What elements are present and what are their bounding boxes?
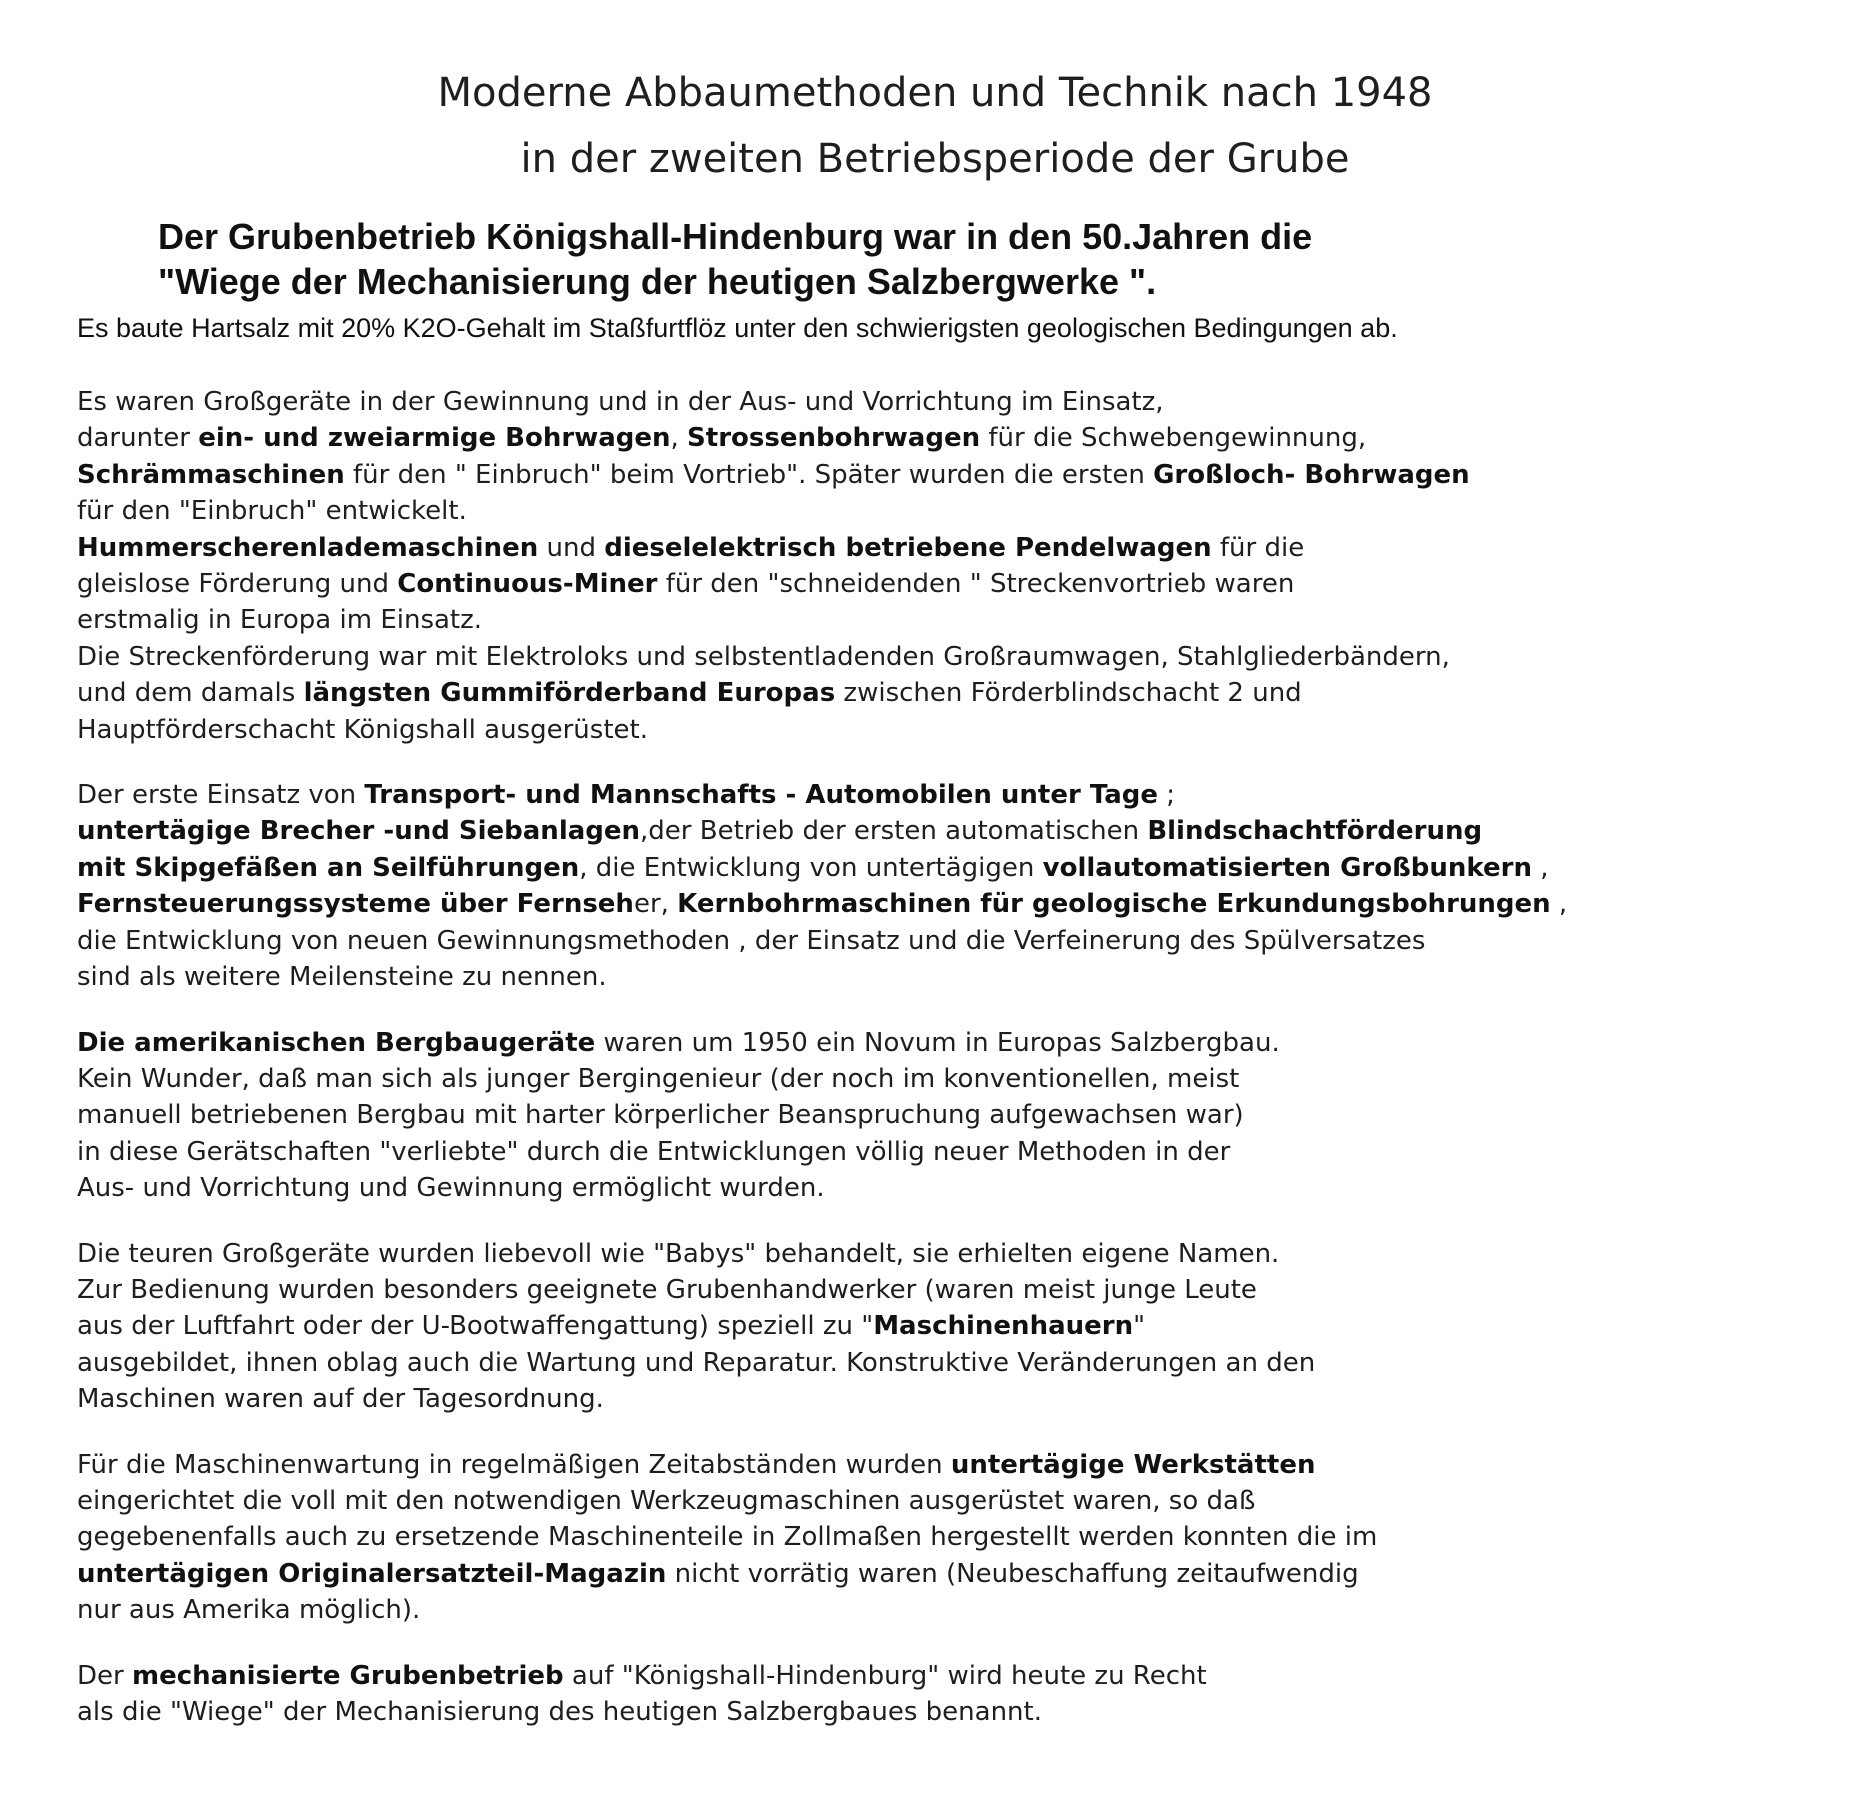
paragraph <box>77 1236 1857 1418</box>
body-text: , <box>670 423 688 454</box>
paragraph-line <box>77 1345 1857 1381</box>
paragraph <box>77 1658 1857 1731</box>
emphasis-text: Hummerscherenlademaschinen <box>77 532 539 563</box>
paragraph-line <box>77 1694 1857 1730</box>
emphasis-text: Kernbohrmaschinen für geologische Erkundungsbohrungen <box>677 889 1551 920</box>
emphasis-text: untertägigen Originalersatzteil-Magazin <box>77 1558 667 1589</box>
paragraph-line <box>77 923 1857 959</box>
paragraph-line <box>77 602 1857 638</box>
body-text: für die Schwebengewinnung, <box>980 423 1367 454</box>
paragraph-line <box>77 1061 1857 1097</box>
emphasis-text: Strossenbohrwagen <box>687 423 981 454</box>
paragraph-line <box>77 1097 1857 1133</box>
paragraph-line <box>77 1025 1857 1061</box>
paragraph-line <box>77 566 1857 602</box>
body-text: für den "schneidenden " Streckenvortrieb waren <box>657 569 1295 600</box>
paragraph-line <box>77 813 1857 849</box>
body-text: waren um 1950 ein Novum in Europas Salzbergbau. <box>595 1027 1280 1058</box>
paragraph-line <box>77 959 1857 995</box>
paragraph-line <box>77 1381 1857 1417</box>
body-text: erstmalig in Europa im Einsatz. <box>77 605 483 636</box>
body-text: für den "Einbruch" entwickelt. <box>77 496 467 527</box>
paragraph-line <box>77 639 1857 675</box>
paragraph-line <box>77 420 1857 456</box>
emphasis-text: untertägige Werkstätten <box>950 1449 1316 1480</box>
paragraph-line <box>77 1592 1857 1628</box>
body-text: gegebenenfalls auch zu ersetzende Maschinenteile in Zollmaßen hergestellt werden konnten die im <box>77 1522 1378 1553</box>
paragraph-line <box>77 1447 1857 1483</box>
paragraph-line <box>77 1658 1857 1694</box>
intro-text: Es baute Hartsalz mit 20% K2O-Gehalt im Staßfurtflöz unter den schwierigsten geologischen Bedingungen ab. <box>77 313 1398 343</box>
body-text: Aus- und Vorrichtung und Gewinnung ermöglicht wurden. <box>77 1173 825 1204</box>
body-text: Die teuren Großgeräte wurden liebevoll wie "Babys" behandelt, sie erhielten eigene Namen. <box>77 1238 1280 1269</box>
emphasis-text: Continuous-Miner <box>397 569 658 600</box>
paragraph-line <box>77 1483 1857 1519</box>
page-title-line-1: Moderne Abbaumethoden und Technik nach 1948 <box>437 70 1433 116</box>
paragraph-line <box>77 384 1857 420</box>
article-body <box>77 384 1857 1759</box>
subtitle <box>158 214 1312 304</box>
body-text: Für die Maschinenwartung in regelmäßigen Zeitabständen wurden <box>77 1449 951 1480</box>
body-text: ausgebildet, ihnen oblag auch die Wartung und Reparatur. Konstruktive Veränderungen an den <box>77 1347 1316 1378</box>
paragraph-line <box>77 886 1857 922</box>
body-text: als die "Wiege" der Mechanisierung des heutigen Salzbergbaues benannt. <box>77 1697 1042 1727</box>
emphasis-text: dieselelektrisch betriebene Pendelwagen <box>604 532 1212 563</box>
paragraph-line <box>77 777 1857 813</box>
paragraph-line <box>77 1519 1857 1555</box>
body-text: für den " Einbruch" beim Vortrieb". Später wurden die ersten <box>344 459 1154 490</box>
paragraph-line <box>77 1236 1857 1272</box>
emphasis-text: Schrämmaschinen <box>77 459 345 490</box>
body-text: nur aus Amerika möglich). <box>77 1595 421 1626</box>
body-text: für die <box>1211 532 1305 563</box>
emphasis-text: längsten Gummiförderband Europas <box>303 678 836 709</box>
emphasis-text: vollautomatisierten Großbunkern <box>1042 852 1532 883</box>
emphasis-text: ein- und zweiarmige Bohrwagen <box>198 423 671 454</box>
emphasis-text: mechanisierte Grubenbetrieb <box>131 1660 564 1691</box>
emphasis-text: Maschinenhauern <box>873 1311 1134 1342</box>
body-text: Zur Bedienung wurden besonders geeignete Grubenhandwerker (waren meist junge Leute <box>77 1274 1257 1305</box>
body-text: Maschinen waren auf der Tagesordnung. <box>77 1384 604 1415</box>
emphasis-text: Blindschachtförderung <box>1147 816 1483 847</box>
emphasis-text: Fernsteuerungssysteme über Fernseh <box>77 889 634 920</box>
paragraph <box>77 1447 1857 1629</box>
body-text: , <box>1531 852 1549 883</box>
body-text: zwischen Förderblindschacht 2 und <box>835 678 1302 709</box>
paragraph <box>77 1025 1857 1207</box>
body-text: manuell betriebenen Bergbau mit harter körperlicher Beanspruchung aufgewachsen war) <box>77 1100 1244 1131</box>
page-title <box>0 60 1870 192</box>
emphasis-text: untertägige Brecher -und Siebanlagen <box>77 816 641 847</box>
paragraph-line <box>77 712 1857 748</box>
body-text: Der erste Einsatz von <box>77 780 365 811</box>
subtitle-line-2: "Wiege der Mechanisierung der heutigen Salzbergwerke ". <box>158 261 1157 302</box>
body-text: , die Entwicklung von untertägigen <box>579 852 1043 883</box>
body-text: ,der Betrieb der ersten automatischen <box>640 816 1148 847</box>
body-text: die Entwicklung von neuen Gewinnungsmethoden , der Einsatz und die Verfeinerung des Spülversatzes <box>77 925 1426 956</box>
paragraph-line <box>77 457 1857 493</box>
body-text: aus der Luftfahrt oder der U-Bootwaffengattung) speziell zu " <box>77 1311 874 1342</box>
paragraph-line <box>77 1170 1857 1206</box>
body-text: sind als weitere Meilensteine zu nennen. <box>77 962 607 993</box>
body-text: darunter <box>77 423 199 454</box>
emphasis-text: Großloch- Bohrwagen <box>1153 459 1470 490</box>
body-text: gleislose Förderung und <box>77 569 398 600</box>
body-text: , <box>1550 889 1568 920</box>
paragraph-line <box>77 1272 1857 1308</box>
emphasis-text: Transport- und Mannschafts - Automobilen unter Tage <box>364 780 1159 811</box>
body-text: nicht vorrätig waren (Neubeschaffung zeitaufwendig <box>666 1558 1359 1589</box>
paragraph-line <box>77 1556 1857 1592</box>
paragraph-line <box>77 1308 1857 1344</box>
body-text: Die Streckenförderung war mit Elektroloks und selbstentladenden Großraumwagen, Stahlgliederbändern, <box>77 641 1450 672</box>
paragraph-line <box>77 530 1857 566</box>
paragraph-line <box>77 850 1857 886</box>
paragraph <box>77 384 1857 748</box>
page-title-line-2: in der zweiten Betriebsperiode der Grube <box>520 136 1350 182</box>
paragraph <box>77 777 1857 995</box>
body-text: ; <box>1158 780 1176 811</box>
paragraph-line <box>77 493 1857 529</box>
paragraph-line <box>77 675 1857 711</box>
body-text: Kein Wunder, daß man sich als junger Bergingenieur (der noch im konventionellen, meist <box>77 1063 1240 1094</box>
body-text: er, <box>633 889 678 920</box>
body-text: Hauptförderschacht Königshall ausgerüstet. <box>77 714 648 745</box>
body-text: auf "Königshall-Hindenburg" wird heute zu Recht <box>563 1660 1207 1691</box>
body-text: in diese Gerätschaften "verliebte" durch die Entwicklungen völlig neuer Methoden in der <box>77 1136 1231 1167</box>
body-text: und dem damals <box>77 678 304 709</box>
paragraph-line <box>77 1134 1857 1170</box>
body-text: " <box>1133 1311 1146 1342</box>
emphasis-text: Die amerikanischen Bergbaugeräte <box>77 1027 596 1058</box>
subtitle-line-1: Der Grubenbetrieb Königshall-Hindenburg war in den 50.Jahren die <box>158 216 1313 257</box>
body-text: Es waren Großgeräte in der Gewinnung und in der Aus- und Vorrichtung im Einsatz, <box>77 387 1164 417</box>
body-text: eingerichtet die voll mit den notwendigen Werkzeugmaschinen ausgerüstet waren, so daß <box>77 1485 1256 1516</box>
emphasis-text: mit Skipgefäßen an Seilführungen <box>77 852 580 883</box>
body-text: Der <box>77 1660 132 1691</box>
body-text: und <box>538 532 605 563</box>
